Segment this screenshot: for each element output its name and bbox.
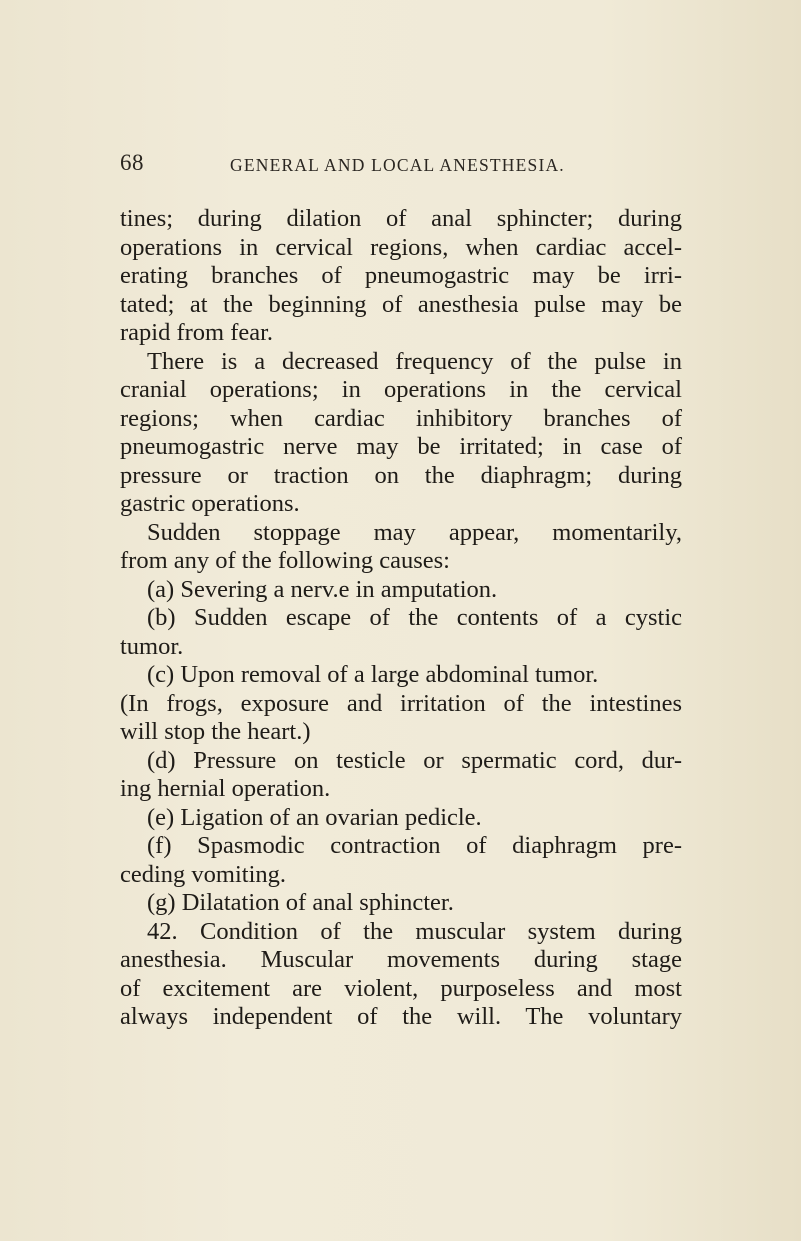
text-line: (e) Ligation of an ovarian pedicle. (147, 803, 482, 831)
text-line: Sudden stoppage may appear, momentarily, (147, 518, 682, 546)
text-line: from any of the following causes: (120, 547, 450, 574)
text-line: (In frogs, exposure and irritation of the intestines (120, 689, 682, 717)
text-line: anesthesia. Muscular movements during stage (120, 946, 682, 973)
text-line: operations in cervical regions, when cardiac accel- (120, 233, 682, 261)
text-line: rapid from fear. (120, 319, 274, 346)
body-text (120, 205, 682, 1032)
text-line: There is a decreased frequency of the pulse in (147, 347, 682, 375)
text-line: (a) Severing a nerv.e in amputation. (147, 575, 498, 603)
running-head: GENERAL AND LOCAL ANESTHESIA. (230, 155, 565, 175)
text-line: cranial operations; in operations in the cervical (120, 376, 682, 403)
text-line: will stop the heart.) (120, 718, 311, 745)
text-line: tumor. (120, 632, 184, 660)
text-line: erating branches of pneumogastric may be irri- (120, 262, 682, 289)
text-line: tines; during dilation of anal sphincter; during (120, 205, 682, 232)
text-line: tated; at the beginning of anesthesia pulse may be (120, 290, 682, 318)
text-line: 42. Condition of the muscular system during (147, 917, 682, 945)
text-line: always independent of the will. The voluntary (120, 1003, 682, 1030)
text-line: pneumogastric nerve may be irritated; in case of (120, 433, 682, 460)
page-number: 68 (120, 150, 144, 175)
text-line: of excitement are violent, purposeless and most (120, 974, 682, 1002)
text-line: regions; when cardiac inhibitory branches of (120, 404, 682, 432)
text-line: (b) Sudden escape of the contents of a cystic (147, 604, 682, 631)
text-line: ing hernial operation. (120, 775, 331, 802)
text-line: pressure or traction on the diaphragm; during (120, 461, 682, 489)
text-line: (f) Spasmodic contraction of diaphragm pre- (147, 832, 682, 859)
text-line: (c) Upon removal of a large abdominal tumor. (147, 661, 599, 688)
text-line: (d) Pressure on testicle or spermatic cord, dur- (147, 746, 682, 774)
text-line: gastric operations. (120, 490, 300, 517)
text-line: ceding vomiting. (120, 860, 287, 888)
text-line: (g) Dilatation of anal sphincter. (147, 889, 454, 916)
page-header (120, 150, 760, 184)
